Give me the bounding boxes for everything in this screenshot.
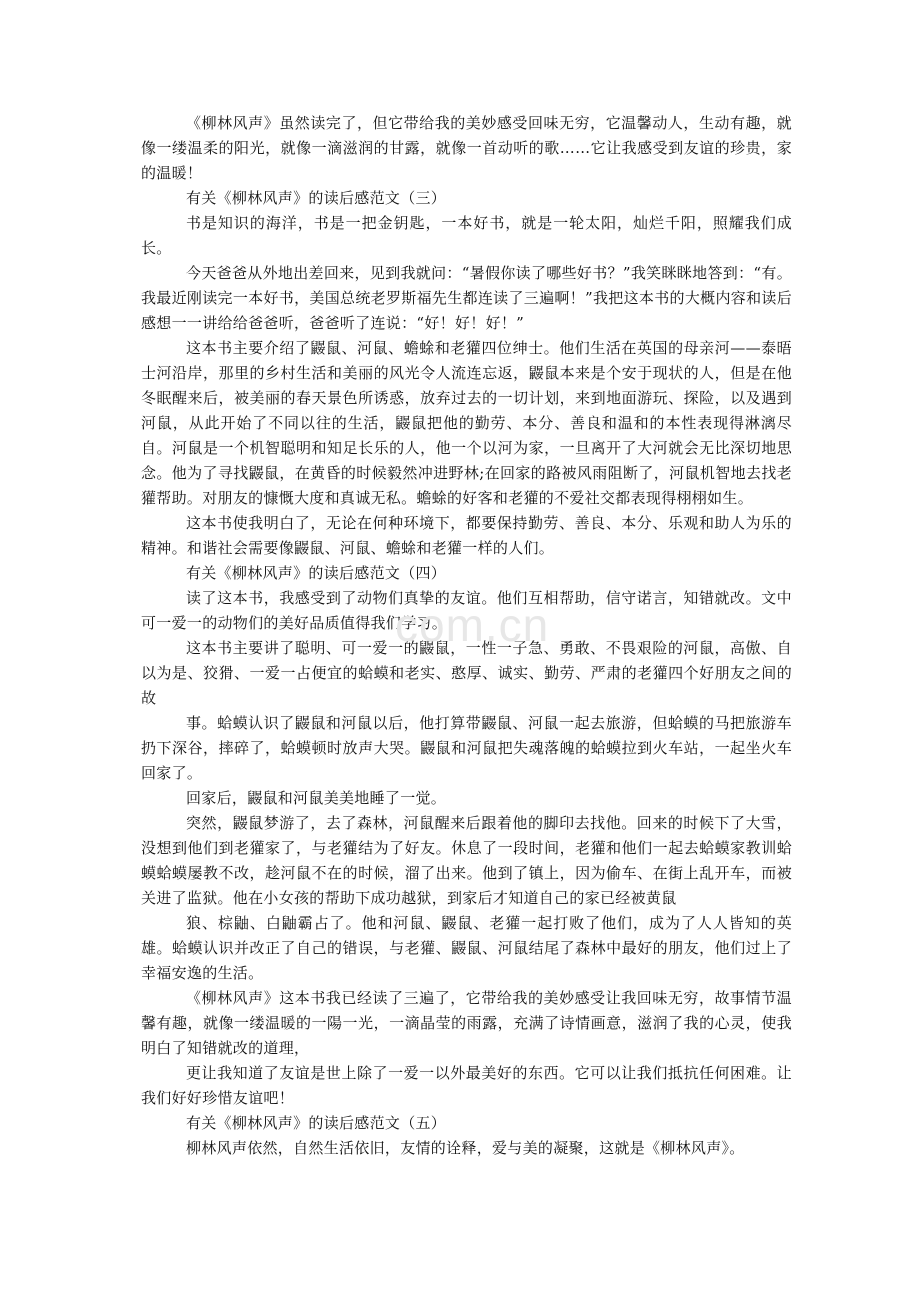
paragraph-5: 这本书使我明白了，无论在何种环境下，都要保持勤劳、善良、本分、乐观和助人为乐的精神。和谐社会需要像鼹鼠、河鼠、蟾蜍和老獾一样的人们。 [141, 514, 792, 557]
paragraph-6: 读了这本书，我感受到了动物们真挚的友谊。他们互相帮助，信守诺言，知错就改。文中可一爱一的动物们的美好品质值得我们学习。 [141, 589, 792, 632]
paragraph-8: 事。蛤蟆认识了鼹鼠和河鼠以后，他打算带鼹鼠、河鼠一起去旅游，但蛤蟆的马把旅游车扔下深谷，摔碎了，蛤蟆顿时放声大哭。鼹鼠和河鼠把失魂落魄的蛤蟆拉到火车站，一起坐火车回家了。 [141, 714, 792, 782]
paragraph-10: 突然，鼹鼠梦游了，去了森林，河鼠醒来后跟着他的脚印去找他。回来的时候下了大雪，没想到他们到老獾家了，与老獾结为了好友。休息了一段时间，老獾和他们一起去蛤蟆家教训蛤蟆蛤蟆屡教不改，趁河鼠不在的时候，溜了出来。他到了镇上，因为偷车、在街上乱开车，而被关进了监狱。他在小女孩的帮助下成功越狱，到家后才知道自己的家已经被黄鼠 [141, 814, 792, 907]
watermark: com.cn [395, 599, 550, 651]
paragraph-13: 更让我知道了友谊是世上除了一爱一以外最美好的东西。它可以让我们抵抗任何困难。让我们好好珍惜友谊吧！ [141, 1064, 792, 1107]
paragraph-2: 书是知识的海洋，书是一把金钥匙，一本好书，就是一轮太阳，灿烂千阳，照耀我们成长。 [141, 214, 792, 257]
paragraph-14: 柳林风声依然，自然生活依旧，友情的诠释，爱与美的凝聚，这就是《柳林风声》。 [186, 1139, 745, 1157]
paragraph-4: 这本书主要介绍了鼹鼠、河鼠、蟾蜍和老獾四位绅士。他们生活在英国的母亲河——泰晤士河沿岸，那里的乡村生活和美丽的风光令人流连忘返，鼹鼠本来是个安于现状的人，但是在他冬眠醒来后，被美丽的春天景色所诱惑，放弃过去的一切计划，来到地面游玩、探险，以及遇到河鼠，从此开始了不同以往的生活，鼹鼠把他的勤劳、本分、善良和温和的本性表现得淋漓尽自。河鼠是一个机智聪明和知足长乐的人，他一个以河为家，一旦离开了大河就会无比深切地思念。他为了寻找鼹鼠，在黄昏的时候毅然冲进野林;在回家的路被风雨阻断了，河鼠机智地去找老獾帮助。对朋友的慷慨大度和真诚无私。蟾蜍的好客和老獾的不爱社交都表现得栩栩如生。 [141, 339, 792, 507]
paragraph-3: 今天爸爸从外地出差回来，见到我就问：“暑假你读了哪些好书？”我笑眯眯地答到：“有。我最近刚读完一本好书，美国总统老罗斯福先生都连读了三遍啊！”我把这本书的大概内容和读后感想一一讲给给爸爸听，爸爸听了连说：“好！好！好！” [141, 264, 792, 332]
section-heading-4: 有关《柳林风声》的读后感范文（四） [186, 564, 447, 582]
paragraph-11: 狼、棕鼬、白鼬霸占了。他和河鼠、鼹鼠、老獾一起打败了他们，成为了人人皆知的英雄。蛤蟆认识并改正了自己的错误，与老獾、鼹鼠、河鼠结尾了森林中最好的朋友，他们过上了幸福安逸的生活。 [141, 914, 792, 982]
section-heading-5: 有关《柳林风声》的读后感范文（五） [186, 1114, 447, 1132]
paragraph-9: 回家后，鼹鼠和河鼠美美地睡了一觉。 [186, 789, 447, 807]
section-heading-3: 有关《柳林风声》的读后感范文（三） [186, 189, 447, 207]
paragraph-12: 《柳林风声》这本书我已经读了三遍了，它带给我的美妙感受让我回味无穷，故事情节温馨有趣，就像一缕温暖的一陽一光，一滴晶莹的雨露，充满了诗情画意，滋润了我的心灵，使我明白了知错就改的道理， [141, 989, 792, 1057]
paragraph-1: 《柳林风声》虽然读完了，但它带给我的美妙感受回味无穷，它温馨动人，生动有趣，就像一缕温柔的阳光，就像一滴滋润的甘露，就像一首动听的歌……它让我感受到友谊的珍贵，家的温暖！ [141, 114, 792, 182]
paragraph-7: 这本书主要讲了聪明、可一爱一的鼹鼠，一性一子急、勇敢、不畏艰险的河鼠，高傲、自以为是、狡猾、一爱一占便宜的蛤蟆和老实、憨厚、诚实、勤劳、严肃的老獾四个好朋友之间的故 [141, 639, 792, 707]
